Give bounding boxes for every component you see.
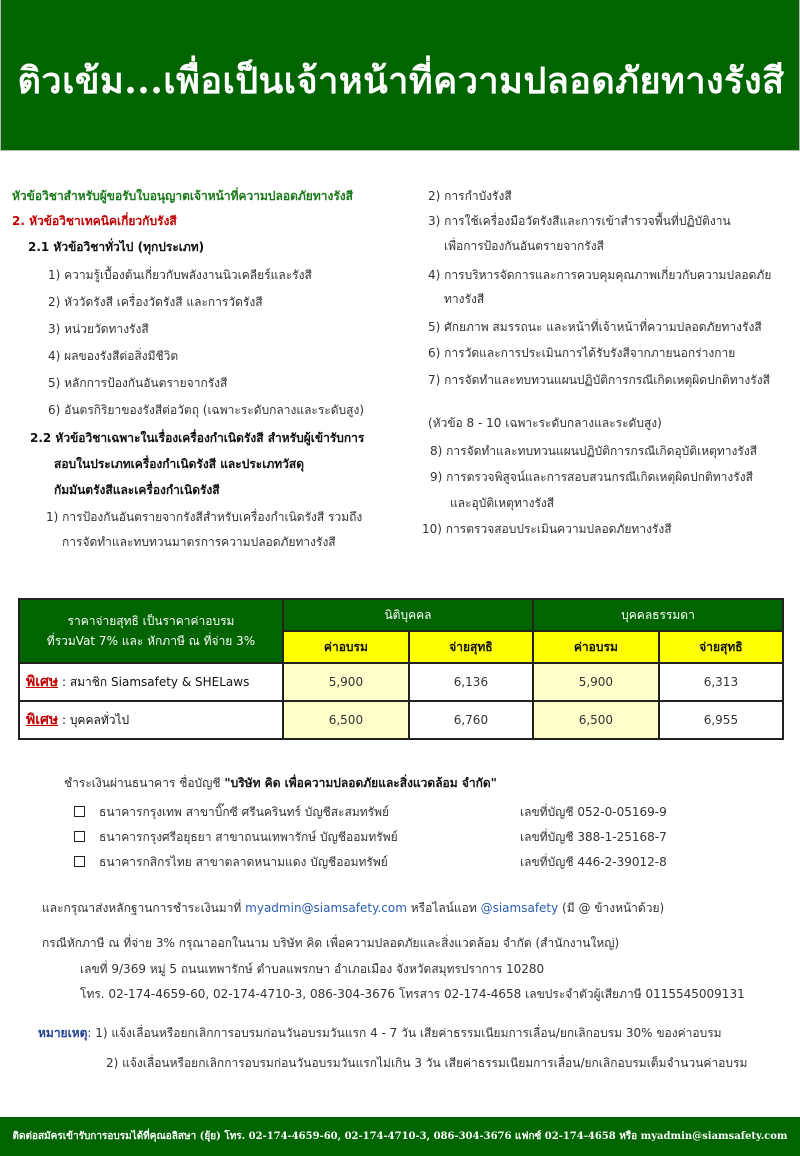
bank-item [74, 855, 388, 870]
list-item: 10) การตรวจสอบประเมินความปลอดภัยทางรังสี [422, 522, 672, 536]
bank-account-number: เลขที่บัญชี 052-0-05169-9 [520, 805, 667, 819]
subsection-2-2-heading: 2.2 หัวข้อวิชาเฉพาะในเรื่องเครื่องกำเนิดรังสี สำหรับผู้เข้ารับการ [30, 431, 365, 445]
list-item: 4) การบริหารจัดการและการควบคุมคุณภาพเกี่ยวกับความปลอดภัย [428, 268, 772, 282]
price-cell: 5,900 [533, 663, 659, 701]
bank-account-number: เลขที่บัญชี 388-1-25168-7 [520, 830, 667, 844]
company-address: เลขที่ 9/369 หมู่ 5 ถนนเทพารักษ์ ตำบลแพรกษา อำเภอเมือง จังหวัดสมุทรปราการ 10280 [80, 962, 545, 976]
proof-text: (มี @ ข้างหน้าด้วย) [558, 901, 665, 915]
fee-column-header: ค่าอบรม [283, 631, 409, 663]
natural-person-header: บุคคลธรรมดา [533, 599, 783, 631]
list-item-continued: เพื่อการป้องกันอันตรายจากรังสี [444, 239, 604, 253]
list-item-continued: การจัดทำและทบทวนมาตรการความปลอดภัยทางรังสี [62, 535, 336, 549]
payment-intro-text: ชำระเงินผ่านธนาคาร ชื่อบัญชี [64, 776, 225, 790]
bank-item [74, 805, 389, 820]
note-line-1 [38, 1026, 722, 1041]
net-column-header: จ่ายสุทธิ [659, 631, 783, 663]
list-item: 3) หน่วยวัดทางรังสี [48, 322, 149, 336]
table-row [19, 701, 783, 739]
footer-contact: ติดต่อสมัครเข้ารับการอบรมได้ที่คุณอลิสษา (ยุ้ย) โทร. 02-174-4659-60, 02-174-4710-3, 086-304-3676 แฟกซ์ 02-174-4658 หรือ myadmin@siamsafety.com [12, 1131, 788, 1142]
bank-item [74, 830, 398, 845]
price-cell: 6,136 [409, 663, 533, 701]
list-item: 1) ความรู้เบื้องต้นเกี่ยวกับพลังงานนิวเคลียร์และรังสี [48, 268, 312, 282]
price-header-line: ที่รวมVat 7% และ หักภาษี ณ ที่จ่าย 3% [46, 634, 256, 648]
bank-name: ธนาคารกสิกรไทย สาขาตลาดหนามแดง บัญชีออมทรัพย์ [99, 855, 388, 869]
company-contact: โทร. 02-174-4659-60, 02-174-4710-3, 086-304-3676 โทรสาร 02-174-4658 เลขประจำตัวผู้เสียภาษี 0115545009131 [80, 987, 745, 1001]
juristic-person-header: นิติบุคคล [283, 599, 533, 631]
proof-text: และกรุณาส่งหลักฐานการชำระเงินมาที่ [42, 901, 246, 915]
list-item: 3) การใช้เครื่องมือวัดรังสีและการเข้าสำรวจพื้นที่ปฏิบัติงาน [428, 214, 731, 228]
price-table [18, 598, 784, 740]
bank-name: ธนาคารกรุงเทพ สาขาบิ๊กซี ศรีนครินทร์ บัญชีสะสมทรัพย์ [99, 805, 390, 819]
price-header-label [19, 599, 283, 663]
level-note: (หัวข้อ 8 - 10 เฉพาะระดับกลางและระดับสูง) [428, 416, 662, 430]
footer-banner [0, 1117, 800, 1156]
row-label-text: : สมาชิก Siamsafety & SHELaws [58, 675, 250, 689]
special-badge: พิเศษ [26, 674, 59, 690]
price-cell: 6,500 [533, 701, 659, 739]
list-item: 6) อันตรกิริยาของรังสีต่อวัตถุ (เฉพาะระดับกลางและระดับสูง) [48, 403, 365, 417]
payment-proof-instructions [42, 901, 664, 916]
page-title: ติวเข้ม...เพื่อเป็นเจ้าหน้าที่ความปลอดภัยทางรังสี [17, 60, 785, 102]
row-label [19, 701, 283, 739]
net-column-header: จ่ายสุทธิ [409, 631, 533, 663]
list-item-continued: และอุบัติเหตุทางรังสี [450, 496, 555, 510]
bank-name: ธนาคารกรุงศรีอยุธยา สาขาถนนเทพารักษ์ บัญชีออมทรัพย์ [99, 830, 398, 844]
subsection-2-1-heading: 2.1 หัวข้อวิชาทั่วไป (ทุกประเภท) [28, 240, 205, 254]
list-item-continued: ทางรังสี [444, 292, 485, 306]
checkbox-icon [74, 856, 85, 867]
price-header-line: ราคาจ่ายสุทธิ เป็นราคาค่าอบรม [67, 614, 235, 628]
account-name: "บริษัท คิด เพื่อความปลอดภัยและสิ่งแวดล้อม จำกัด" [224, 776, 497, 790]
row-label [19, 663, 283, 701]
checkbox-icon [74, 831, 85, 842]
row-label-text: : บุคคลทั่วไป [58, 713, 130, 727]
price-cell: 5,900 [283, 663, 409, 701]
subsection-2-2-heading-line: สอบในประเภทเครื่องกำเนิดรังสี และประเภทวัสดุ [54, 457, 305, 471]
note-text: : 1) แจ้งเลื่อนหรือยกเลิกการอบรมก่อนวันอบรมวันแรก 4 - 7 วัน เสียค่าธรรมเนียมการเลื่อน/ยกเลิกอบรม 30% ของค่าอบรม [87, 1026, 722, 1040]
list-item: 4) ผลของรังสีต่อสิ่งมีชีวิต [48, 349, 179, 363]
bank-account-number: เลขที่บัญชี 446-2-39012-8 [520, 855, 667, 869]
note-line-2: 2) แจ้งเลื่อนหรือยกเลิกการอบรมก่อนวันอบรมวันแรกไม่เกิน 3 วัน เสียค่าธรรมเนียมการเลื่อน/ยกเลิกอบรมเต็มจำนวนค่าอบรม [106, 1056, 748, 1070]
table-row [19, 663, 783, 701]
line-id-link[interactable]: @siamsafety [480, 901, 559, 915]
syllabus-heading: หัวข้อวิชาสำหรับผู้ขอรับใบอนุญาตเจ้าหน้าที่ความปลอดภัยทางรังสี [12, 189, 353, 203]
price-cell: 6,500 [283, 701, 409, 739]
list-item: 2) หัววัดรังสี เครื่องวัดรังสี และการวัดรังสี [48, 295, 263, 309]
list-item: 6) การวัดและการประเมินการได้รับรังสีจากภายนอกร่างกาย [428, 346, 736, 360]
price-cell: 6,955 [659, 701, 783, 739]
list-item: 2) การกำบังรังสี [428, 189, 512, 203]
section-2-heading: 2. หัวข้อวิชาเทคนิคเกี่ยวกับรังสี [12, 214, 177, 228]
price-cell: 6,760 [409, 701, 533, 739]
proof-text: หรือไลน์แอท [406, 901, 481, 915]
special-badge: พิเศษ [26, 712, 59, 728]
list-item: 5) ศักยภาพ สมรรถนะ และหน้าที่เจ้าหน้าที่ความปลอดภัยทางรังสี [428, 320, 762, 334]
subsection-2-2-heading-line: กัมมันตรังสีและเครื่องกำเนิดรังสี [54, 483, 220, 497]
checkbox-icon [74, 806, 85, 817]
tax-instruction: กรณีหักภาษี ณ ที่จ่าย 3% กรุณาออกในนาม บริษัท คิด เพื่อความปลอดภัยและสิ่งแวดล้อม จำกัด (สำนักงานใหญ่) [42, 936, 620, 950]
list-item: 9) การตรวจพิสูจน์และการสอบสวนกรณีเกิดเหตุผิดปกติทางรังสี [430, 470, 753, 484]
email-link[interactable]: myadmin@siamsafety.com [245, 901, 407, 915]
price-cell: 6,313 [659, 663, 783, 701]
list-item: 5) หลักการป้องกันอันตรายจากรังสี [48, 376, 228, 390]
list-item: 7) การจัดทำและทบทวนแผนปฏิบัติการกรณีเกิดเหตุผิดปกติทางรังสี [428, 373, 770, 387]
header-banner [0, 0, 800, 151]
note-label: หมายเหตุ [38, 1026, 88, 1040]
fee-column-header: ค่าอบรม [533, 631, 659, 663]
list-item: 8) การจัดทำและทบทวนแผนปฏิบัติการกรณีเกิดอุบัติเหตุทางรังสี [430, 444, 758, 458]
list-item: 1) การป้องกันอันตรายจากรังสีสำหรับเครื่องกำเนิดรังสี รวมถึง [46, 510, 363, 524]
payment-intro [64, 776, 497, 791]
